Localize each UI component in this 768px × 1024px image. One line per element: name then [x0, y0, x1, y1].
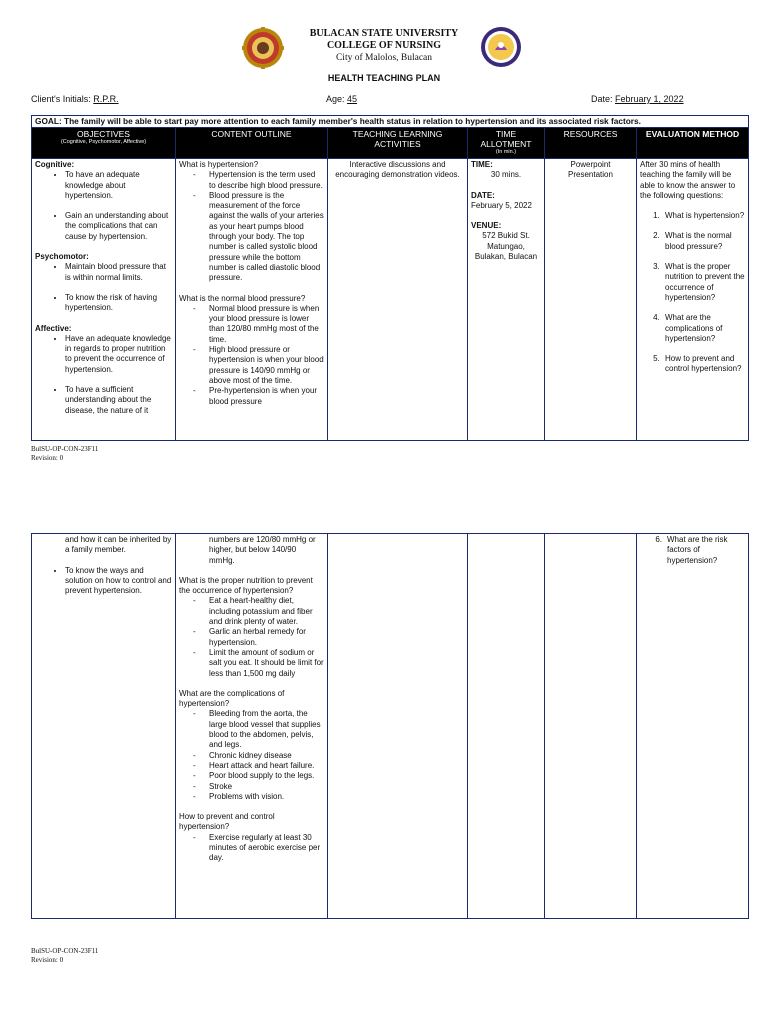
- city-address: City of Malolos, Bulacan: [335, 53, 433, 63]
- list-item: - Poor blood supply to the legs.: [193, 771, 324, 781]
- letterhead: [0, 28, 768, 64]
- list-item: 4. What are the complications of hypertension?: [662, 313, 745, 344]
- objectives-cell-continued: and how it can be inherited by a family member. • To know the ways and solution on how to control and prevent hypertension.: [32, 534, 176, 919]
- list-item: - Heart attack and heart failure.: [193, 761, 324, 771]
- list-item: - Chronic kidney disease: [193, 751, 324, 761]
- list-item: • Maintain blood pressure that is within normal limits.: [65, 262, 172, 283]
- college-name: COLLEGE OF NURSING: [326, 40, 442, 51]
- column-headers: [32, 128, 749, 159]
- list-item: What are the risk factors of hypertension?: [667, 535, 728, 565]
- header-resources: RESOURCES: [545, 128, 637, 159]
- plan-title: HEALTH TEACHING PLAN: [327, 73, 441, 83]
- activities-cell: Interactive discussions and encouraging demonstration videos.: [328, 159, 468, 441]
- list-item: - Blood pressure is the measurement of the force against the walls of your arteries as your heart pumps blood through your body. The top number is called systolic blood pressure while the bottom number is called diastolic blood pressure.: [193, 191, 324, 284]
- client-age: Age: 45: [326, 94, 358, 104]
- evaluation-cell-continued: 6. What are the risk factors of hypertension?: [637, 534, 749, 919]
- list-item: - Pre-hypertension is when your blood pressure: [193, 386, 324, 407]
- header-objectives: OBJECTIVES (Cognitive, Psychomotor, Affective): [32, 128, 176, 159]
- goal-statement: GOAL: The family will be able to start pay more attention to each family member's health status in relation to hypertension and its associated risk factors.: [32, 116, 749, 128]
- content-outline-cell: What is hypertension? - Hypertension is the term used to describe high blood pressure. - Blood pressure is the measurement of the force against the walls of your arteries as your heart pumps blood through your body. The top number is called systolic blood pressure while the bottom number is called diastolic blood pressure. What is the normal blood pressure? - Normal blood pressure is when your blood pressure is lower than 120/80 mmHg most of the time. - High blood pressure or hypertension is when your blood pressure is 140/90 mmHg or above most of the time. - Pre-hypertension is when your blood pressure: [176, 159, 328, 441]
- plan-date-value: February 1, 2022: [615, 94, 684, 104]
- client-age-value: 45: [347, 94, 358, 104]
- list-item: - Problems with vision.: [193, 792, 324, 802]
- resources-cell: Powerpoint Presentation: [545, 159, 637, 441]
- header-time-allotment: TIME ALLOTMENT (In min.): [468, 128, 545, 159]
- plan-date: Date: February 1, 2022: [591, 94, 684, 104]
- list-item: 5. How to prevent and control hypertension?: [662, 354, 745, 375]
- list-item: 1. What is hypertension?: [662, 211, 745, 221]
- evaluation-cell: After 30 mins of health teaching the family will be able to know the answer to the following questions: 1. What is hypertension? 2. What is the normal blood pressure? 3. What is the proper nutrition to prevent the occurrence of hypertension? 4. What are the complications of hypertension? 5. How to prevent and control hypertension?: [637, 159, 749, 441]
- resources-cell-continued: [545, 534, 637, 919]
- teaching-plan-table-page1: [31, 115, 749, 441]
- list-item: - Hypertension is the term used to describe high blood pressure.: [193, 170, 324, 191]
- page1-footer: BulSU-OP-CON-23F11 Revision: 0: [31, 445, 99, 462]
- header-activities: TEACHING LEARNING ACTIVITIES: [328, 128, 468, 159]
- list-item: - Exercise regularly at least 30 minutes of aerobic exercise per day.: [193, 833, 324, 864]
- time-allotment-cell: TIME: 30 mins. DATE: February 5, 2022 VENUE: 572 Bukid St. Matungao, Bulakan, Bulacan: [468, 159, 545, 441]
- list-item: - High blood pressure or hypertension is when your blood pressure is 140/90 mmHg or above most of the time.: [193, 345, 324, 386]
- teaching-plan-table-page2: [31, 533, 749, 919]
- list-item: • Gain an understanding about the complications that can cause by hypertension.: [65, 211, 172, 242]
- activities-cell-continued: [328, 534, 468, 919]
- page2-footer: BulSU-OP-CON-23F11 Revision: 0: [31, 947, 99, 964]
- list-item: 3. What is the proper nutrition to prevent the occurrence of hypertension?: [662, 262, 745, 303]
- time-allotment-cell-continued: [468, 534, 545, 919]
- client-initials: Client's Initials: R.P.R.: [31, 94, 119, 104]
- list-item: - Normal blood pressure is when your blood pressure is lower than 120/80 mmHg most of the time.: [193, 304, 324, 345]
- list-item: 2. What is the normal blood pressure?: [662, 231, 745, 252]
- list-item: • Have an adequate knowledge in regards to proper nutrition to prevent the occurrence of hypertension.: [65, 334, 172, 375]
- university-name: BULACAN STATE UNIVERSITY: [309, 28, 459, 39]
- list-item: - Limit the amount of sodium or salt you eat. It should be limit for less than 1,500 mg daily: [193, 648, 324, 679]
- list-item: - Stroke: [193, 782, 324, 792]
- header-content-outline: CONTENT OUTLINE: [176, 128, 328, 159]
- list-item: - Garlic an herbal remedy for hypertension.: [193, 627, 324, 648]
- list-item: - Bleeding from the aorta, the large blood vessel that supplies blood to the abdomen, pelvis, and legs.: [193, 709, 324, 750]
- list-item: • To know the ways and solution on how to control and prevent hypertension.: [65, 566, 172, 597]
- list-item: - Eat a heart-healthy diet, including potassium and fiber and drink plenty of water.: [193, 596, 324, 627]
- content-outline-cell-continued: numbers are 120/80 mmHg or higher, but below 140/90 mmHg. What is the proper nutrition to prevent the occurrence of hypertension? - Eat a heart-healthy diet, including potassium and fiber and drink plenty of water. - Garlic an herbal remedy for hypertension. - Limit the amount of sodium or salt you eat. It should be limit for less than 1,500 mg daily What are the complications of hypertension? - Bleeding from the aorta, the large blood vessel that supplies blood to the abdomen, pelvis, and legs. - Chronic kidney disease - Heart attack and heart failure. - Poor blood supply to the legs. - Stroke - Problems with vision. How to prevent and control hypertension? - Exercise regularly at least 30 minutes of aerobic exercise per day.: [176, 534, 328, 919]
- client-initials-value: R.P.R.: [93, 94, 119, 104]
- list-item: • To know the risk of having hypertension.: [65, 293, 172, 314]
- list-item: • To have a sufficient understanding about the disease, the nature of it: [65, 385, 172, 416]
- header-evaluation: EVALUATION METHOD: [637, 128, 749, 159]
- objectives-cell: Cognitive: • To have an adequate knowledge about hypertension. • Gain an understanding about the complications that can cause by hypertension. Psychomotor: • Maintain blood pressure that is within normal limits. • To know the risk of having hypertension. Affective: • Have an adequate knowledge in regards to proper nutrition to prevent the occurrence of hypertension. • To have a sufficient understanding about the disease, the nature of it: [32, 159, 176, 441]
- list-item: • To have an adequate knowledge about hypertension.: [65, 170, 172, 201]
